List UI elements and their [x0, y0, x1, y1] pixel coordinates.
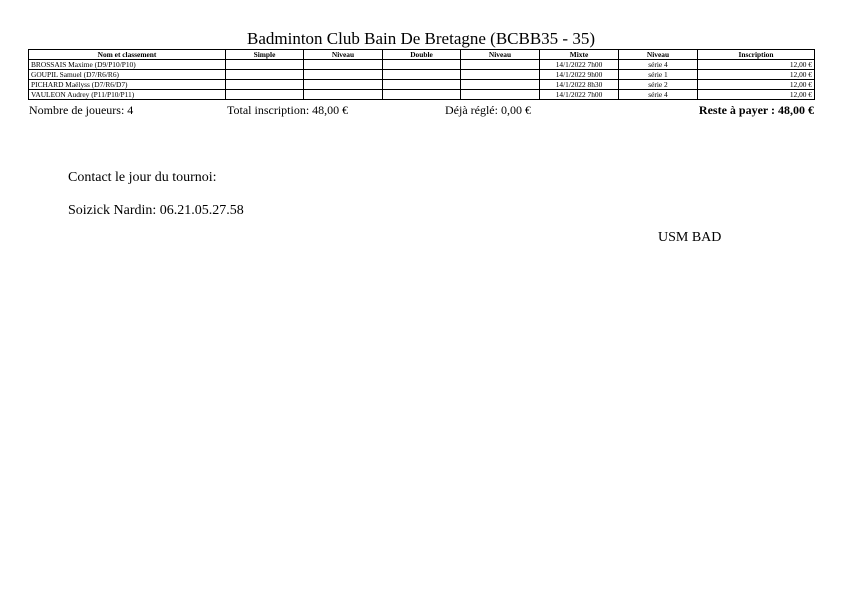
- organizer-name: USM BAD: [658, 230, 722, 245]
- simple-level-cell: [304, 90, 383, 100]
- double-level-cell: [461, 60, 540, 70]
- table-row: [29, 90, 815, 100]
- mixte-level-cell: série 1: [619, 70, 698, 80]
- double-cell: [383, 80, 461, 90]
- registration-table: [28, 49, 815, 100]
- header-fee: Inscription: [698, 50, 815, 60]
- header-name: Nom et classement: [29, 50, 226, 60]
- amount-paid: Déjà réglé: 0,00 €: [445, 103, 531, 117]
- total-registration: Total inscription: 48,00 €: [227, 103, 349, 117]
- contact-phone: Soizick Nardin: 06.21.05.27.58: [68, 203, 244, 218]
- player-name: PICHARD Maëlyss (D7/R6/D7): [29, 80, 226, 90]
- simple-cell: [226, 90, 304, 100]
- mixte-cell: 14/1/2022 9h00: [540, 70, 619, 80]
- fee-cell: 12,00 €: [698, 60, 815, 70]
- fee-cell: 12,00 €: [698, 70, 815, 80]
- mixte-cell: 14/1/2022 7h00: [540, 90, 619, 100]
- mixte-level-cell: série 4: [619, 60, 698, 70]
- simple-level-cell: [304, 70, 383, 80]
- simple-level-cell: [304, 60, 383, 70]
- mixte-level-cell: série 2: [619, 80, 698, 90]
- amount-due: Reste à payer : 48,00 €: [698, 103, 814, 117]
- player-name: BROSSAIS Maxime (D9/P10/P10): [29, 60, 226, 70]
- summary-line: [29, 103, 814, 118]
- double-level-cell: [461, 70, 540, 80]
- double-level-cell: [461, 90, 540, 100]
- contact-heading: Contact le jour du tournoi:: [68, 170, 217, 185]
- page-title: Badminton Club Bain De Bretagne (BCBB35 - 35): [247, 29, 595, 48]
- mixte-level-cell: série 4: [619, 90, 698, 100]
- header-simple-level: Niveau: [304, 50, 383, 60]
- table-row: [29, 60, 815, 70]
- simple-cell: [226, 80, 304, 90]
- header-simple: Simple: [226, 50, 304, 60]
- player-name: VAULEON Audrey (P11/P10/P11): [29, 90, 226, 100]
- simple-level-cell: [304, 80, 383, 90]
- mixte-cell: 14/1/2022 8h30: [540, 80, 619, 90]
- header-double-level: Niveau: [461, 50, 540, 60]
- player-count: Nombre de joueurs: 4: [29, 103, 134, 117]
- header-mixte-level: Niveau: [619, 50, 698, 60]
- player-name: GOUPIL Samuel (D7/R6/R6): [29, 70, 226, 80]
- table-header-row: [29, 50, 815, 60]
- double-level-cell: [461, 80, 540, 90]
- double-cell: [383, 70, 461, 80]
- mixte-cell: 14/1/2022 7h00: [540, 60, 619, 70]
- double-cell: [383, 90, 461, 100]
- header-mixte: Mixte: [540, 50, 619, 60]
- simple-cell: [226, 60, 304, 70]
- table-row: [29, 80, 815, 90]
- fee-cell: 12,00 €: [698, 80, 815, 90]
- header-double: Double: [383, 50, 461, 60]
- double-cell: [383, 60, 461, 70]
- fee-cell: 12,00 €: [698, 90, 815, 100]
- table-row: [29, 70, 815, 80]
- simple-cell: [226, 70, 304, 80]
